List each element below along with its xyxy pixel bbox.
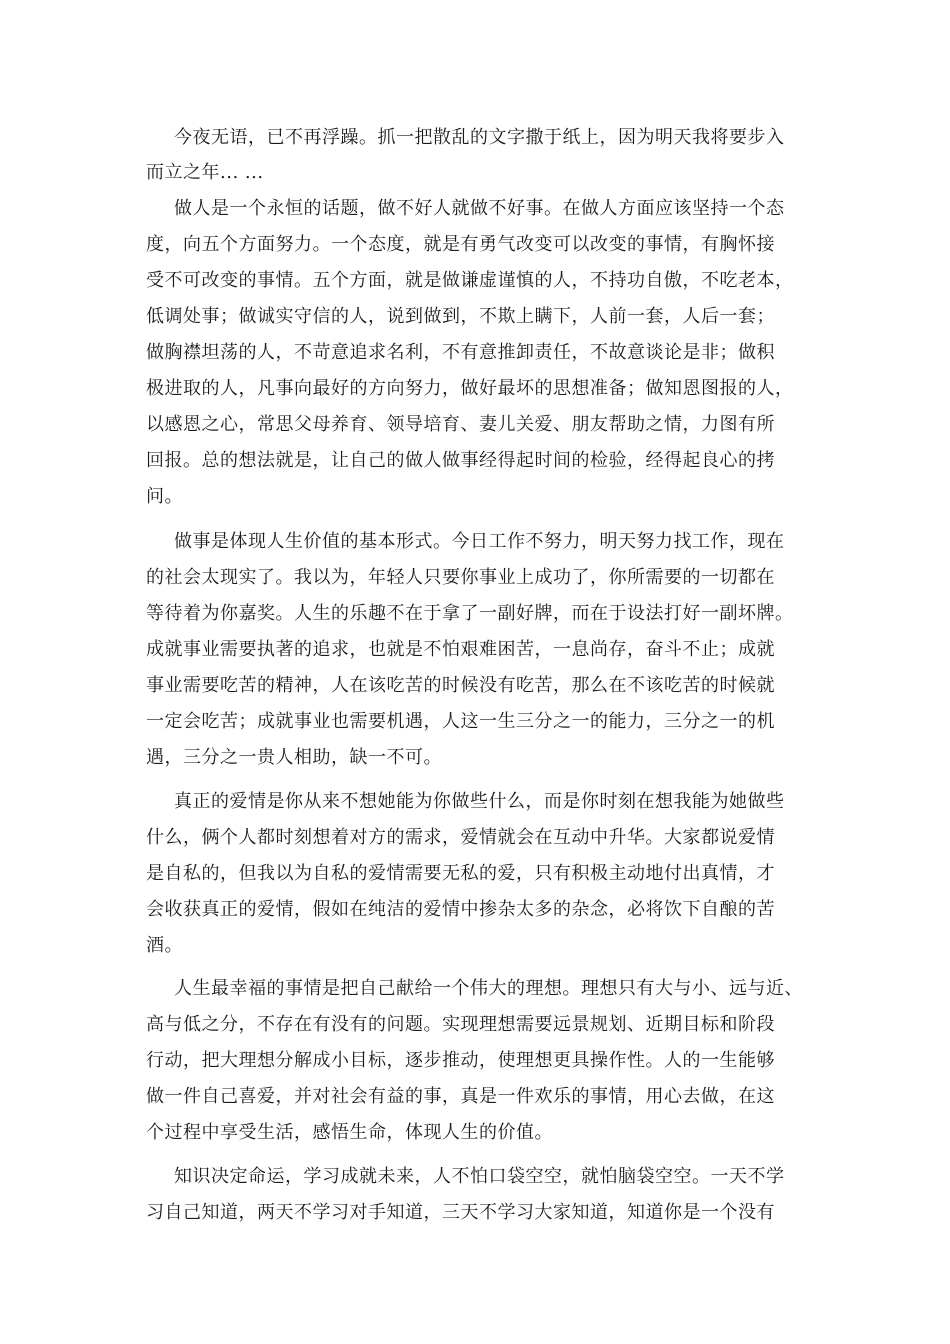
text-line: 人生最幸福的事情是把自己献给一个伟大的理想。理想只有大与小、远与近、 xyxy=(174,978,803,999)
text-line: 极进取的人，凡事向最好的方向努力，做好最坏的思想准备；做知恩图报的人， xyxy=(146,378,794,399)
text-line: 高与低之分，不存在有没有的问题。实现理想需要远景规划、近期目标和阶段 xyxy=(146,1014,775,1035)
text-line: 度，向五个方面努力。一个态度，就是有勇气改变可以改变的事情，有胸怀接 xyxy=(146,234,775,255)
text-line: 做人是一个永恒的话题，做不好人就做不好事。在做人方面应该坚持一个态 xyxy=(174,198,785,219)
text-line: 习自己知道，两天不学习对手知道，三天不学习大家知道，知道你是一个没有 xyxy=(146,1202,775,1223)
text-line: 等待着为你嘉奖。人生的乐趣不在于拿了一副好牌，而在于设法打好一副坏牌。 xyxy=(146,603,794,624)
text-line: 成就事业需要执著的追求，也就是不怕艰难困苦，一息尚存，奋斗不止；成就 xyxy=(146,639,775,660)
text-line: 以感恩之心，常思父母养育、领导培育、妻儿关爱、朋友帮助之情，力图有所 xyxy=(146,414,775,435)
text-line: 回报。总的想法就是，让自己的做人做事经得起时间的检验，经得起良心的拷 xyxy=(146,450,775,471)
text-line: 个过程中享受生活，感悟生命，体现人生的价值。 xyxy=(146,1122,553,1143)
text-line: 遇，三分之一贵人相助，缺一不可。 xyxy=(146,747,442,768)
text-line: 什么，俩个人都时刻想着对方的需求，爱情就会在互动中升华。大家都说爱情 xyxy=(146,827,775,848)
text-line: 事业需要吃苦的精神，人在该吃苦的时候没有吃苦，那么在不该吃苦的时候就 xyxy=(146,675,775,696)
text-line: 今夜无语，已不再浮躁。抓一把散乱的文字撒于纸上，因为明天我将要步入 xyxy=(174,127,785,148)
text-line: 受不可改变的事情。五个方面，就是做谦虚谨慎的人，不持功自傲，不吃老本， xyxy=(146,270,794,291)
text-line: 真正的爱情是你从来不想她能为你做些什么，而是你时刻在想我能为她做些 xyxy=(174,791,785,812)
text-line: 做事是体现人生价值的基本形式。今日工作不努力，明天努力找工作，现在 xyxy=(174,531,785,552)
text-line: 行动，把大理想分解成小目标，逐步推动，使理想更具操作性。人的一生能够 xyxy=(146,1050,775,1071)
text-line: 是自私的，但我以为自私的爱情需要无私的爱，只有积极主动地付出真情，才 xyxy=(146,863,775,884)
text-line: 会收获真正的爱情，假如在纯洁的爱情中掺杂太多的杂念，必将饮下自酿的苦 xyxy=(146,899,775,920)
text-line: 而立之年... ... xyxy=(146,162,264,183)
text-line: 酒。 xyxy=(146,935,183,956)
text-line: 问。 xyxy=(146,486,183,507)
text-line: 做胸襟坦荡的人，不苛意追求名利，不有意推卸责任，不故意谈论是非；做积 xyxy=(146,342,775,363)
text-line: 低调处事；做诚实守信的人，说到做到，不欺上瞒下，人前一套，人后一套； xyxy=(146,306,775,327)
text-line: 的社会太现实了。我以为，年轻人只要你事业上成功了，你所需要的一切都在 xyxy=(146,567,775,588)
text-line: 一定会吃苦；成就事业也需要机遇，人这一生三分之一的能力，三分之一的机 xyxy=(146,711,775,732)
text-line: 做一件自己喜爱，并对社会有益的事，真是一件欢乐的事情，用心去做，在这 xyxy=(146,1086,775,1107)
text-line: 知识决定命运，学习成就未来，人不怕口袋空空，就怕脑袋空空。一天不学 xyxy=(174,1166,785,1187)
